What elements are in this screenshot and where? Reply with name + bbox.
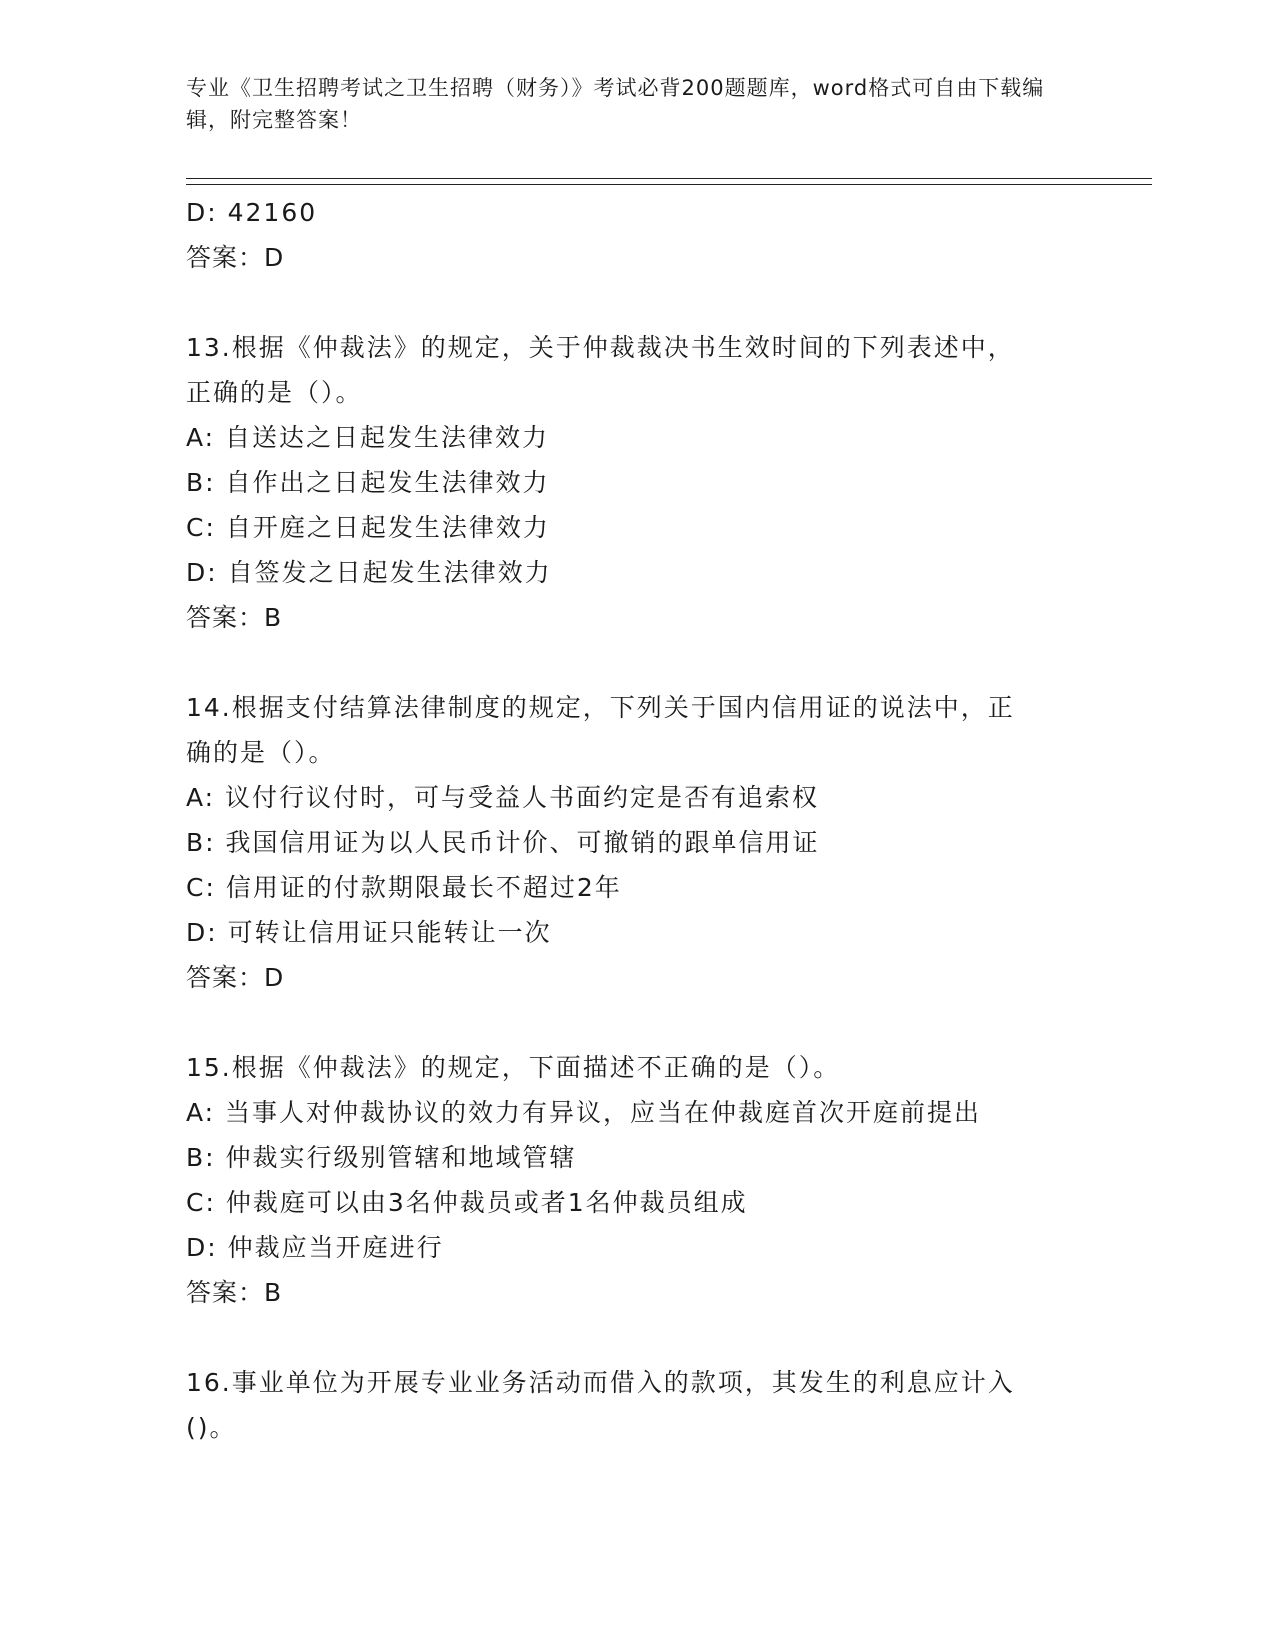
option-a: A: 议付行议付时，可与受益人书面约定是否有追索权	[186, 783, 820, 812]
spacer	[186, 1315, 1086, 1360]
answer-line: 答案：D	[186, 243, 285, 272]
answer-line: 答案：D	[186, 963, 285, 992]
option-b: B: 仲裁实行级别管辖和地域管辖	[186, 1143, 577, 1172]
option-d: D: 42160	[186, 198, 318, 227]
header-divider-bottom	[186, 184, 1152, 185]
option-c: C: 信用证的付款期限最长不超过2年	[186, 873, 622, 902]
document-body	[186, 190, 1086, 1450]
spacer	[186, 1000, 1086, 1045]
question-16	[186, 1360, 1086, 1450]
question-text-line: 16.事业单位为开展专业业务活动而借入的款项，其发生的利息应计入	[186, 1368, 1015, 1397]
question-text-line: 正确的是（）。	[186, 378, 363, 407]
option-d: D: 自签发之日起发生法律效力	[186, 558, 552, 587]
spacer	[186, 280, 1086, 325]
option-a: A: 当事人对仲裁协议的效力有异议，应当在仲裁庭首次开庭前提出	[186, 1098, 982, 1127]
option-c: C: 仲裁庭可以由3名仲裁员或者1名仲裁员组成	[186, 1188, 748, 1217]
option-a: A: 自送达之日起发生法律效力	[186, 423, 550, 452]
option-c: C: 自开庭之日起发生法律效力	[186, 513, 550, 542]
spacer	[186, 640, 1086, 685]
answer-line: 答案：B	[186, 1278, 283, 1307]
question-text-line: 14.根据支付结算法律制度的规定，下列关于国内信用证的说法中，正	[186, 693, 1015, 722]
document-header	[186, 72, 1066, 136]
option-b: B: 自作出之日起发生法律效力	[186, 468, 550, 497]
option-b: B: 我国信用证为以人民币计价、可撤销的跟单信用证	[186, 828, 820, 857]
header-divider-top	[186, 178, 1152, 179]
answer-line: 答案：B	[186, 603, 283, 632]
question-text-line: 13.根据《仲裁法》的规定，关于仲裁裁决书生效时间的下列表述中，	[186, 333, 1015, 362]
question-text-line: 确的是（）。	[186, 738, 336, 767]
question-15	[186, 1045, 1086, 1315]
question-text-line: 15.根据《仲裁法》的规定，下面描述不正确的是（）。	[186, 1053, 841, 1082]
option-d: D: 可转让信用证只能转让一次	[186, 918, 552, 947]
question-14	[186, 685, 1086, 1000]
previous-question-tail	[186, 190, 1086, 280]
question-13	[186, 325, 1086, 640]
header-title: 专业《卫生招聘考试之卫生招聘（财务）》考试必背200题题库，word格式可自由下载编辑，附完整答案！	[186, 76, 1045, 132]
question-text-line: ()。	[186, 1413, 237, 1442]
option-d: D: 仲裁应当开庭进行	[186, 1233, 444, 1262]
